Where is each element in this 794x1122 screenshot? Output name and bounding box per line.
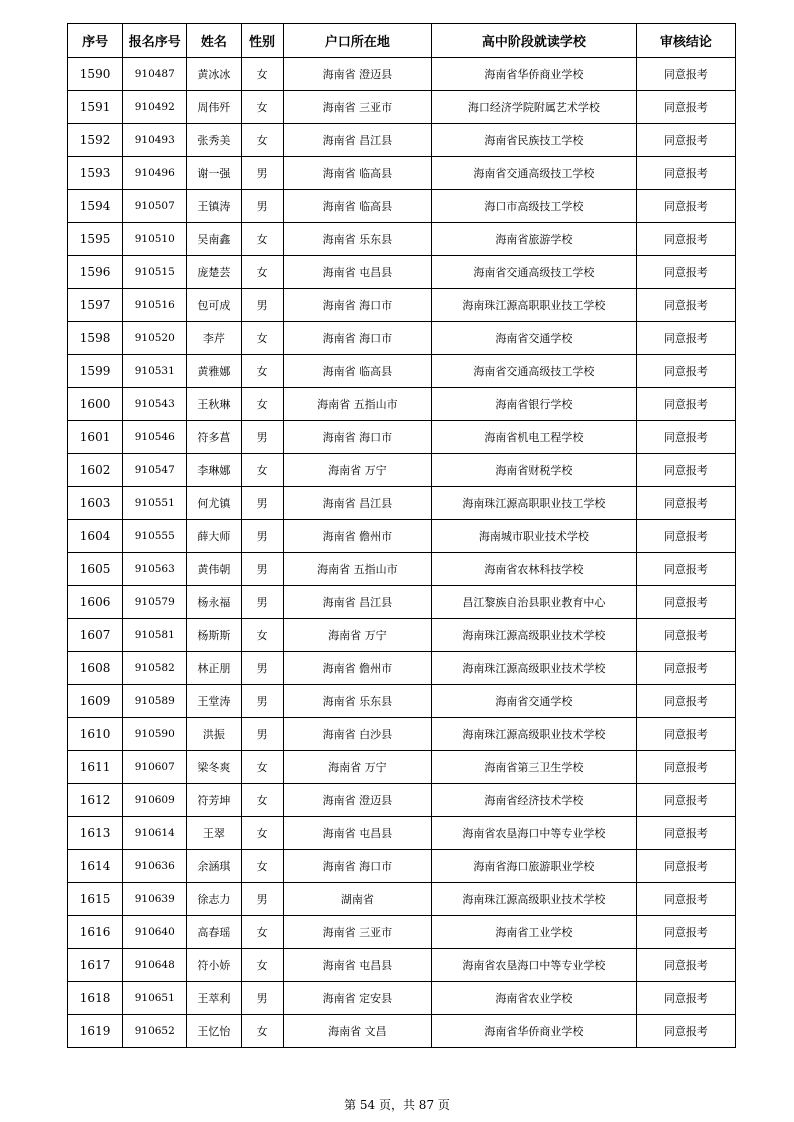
cell-seq: 1596: [68, 256, 123, 289]
cell-name: 王镇涛: [187, 190, 241, 223]
cell-school: 海南省农垦海口中等专业学校: [432, 817, 637, 850]
cell-name: 王翠: [187, 817, 241, 850]
cell-hukou: 海南省 儋州市: [283, 652, 431, 685]
cell-gender: 女: [241, 355, 283, 388]
cell-reg-no: 910651: [123, 982, 187, 1015]
cell-reg-no: 910636: [123, 850, 187, 883]
cell-school: 海南珠江源高级职业技术学校: [432, 718, 637, 751]
cell-hukou: 海南省 万宁: [283, 454, 431, 487]
cell-school: 海南珠江源高级职业技术学校: [432, 883, 637, 916]
cell-school: 昌江黎族自治县职业教育中心: [432, 586, 637, 619]
cell-seq: 1619: [68, 1015, 123, 1048]
cell-hukou: 海南省 万宁: [283, 751, 431, 784]
cell-gender: 女: [241, 619, 283, 652]
cell-gender: 男: [241, 586, 283, 619]
table-row: [68, 850, 736, 883]
cell-hukou: 海南省 乐东县: [283, 223, 431, 256]
header-gender: 性别: [241, 24, 283, 58]
cell-seq: 1618: [68, 982, 123, 1015]
cell-name: 李琳娜: [187, 454, 241, 487]
cell-school: 海南省农垦海口中等专业学校: [432, 949, 637, 982]
cell-gender: 男: [241, 421, 283, 454]
cell-school: 海南省机电工程学校: [432, 421, 637, 454]
table-row: [68, 619, 736, 652]
table-row: [68, 190, 736, 223]
cell-gender: 女: [241, 58, 283, 91]
table-row: [68, 685, 736, 718]
cell-school: 海南省农业学校: [432, 982, 637, 1015]
cell-gender: 女: [241, 223, 283, 256]
cell-hukou: 海南省 五指山市: [283, 388, 431, 421]
table-row: [68, 883, 736, 916]
header-seq: 序号: [68, 24, 123, 58]
cell-hukou: 海南省 海口市: [283, 322, 431, 355]
cell-school: 海口经济学院附属艺术学校: [432, 91, 637, 124]
table-row: [68, 949, 736, 982]
cell-reg-no: 910648: [123, 949, 187, 982]
header-name: 姓名: [187, 24, 241, 58]
cell-reg-no: 910582: [123, 652, 187, 685]
cell-hukou: 海南省 三亚市: [283, 91, 431, 124]
cell-reg-no: 910639: [123, 883, 187, 916]
cell-name: 杨斯斯: [187, 619, 241, 652]
table-row: [68, 91, 736, 124]
cell-result: 同意报考: [636, 982, 735, 1015]
cell-result: 同意报考: [636, 487, 735, 520]
cell-seq: 1608: [68, 652, 123, 685]
cell-hukou: 海南省 澄迈县: [283, 784, 431, 817]
cell-reg-no: 910581: [123, 619, 187, 652]
table-row: [68, 784, 736, 817]
cell-reg-no: 910516: [123, 289, 187, 322]
table-row: [68, 916, 736, 949]
cell-name: 杨永福: [187, 586, 241, 619]
table-row: [68, 454, 736, 487]
cell-name: 符多菖: [187, 421, 241, 454]
cell-school: 海南省海口旅游职业学校: [432, 850, 637, 883]
cell-result: 同意报考: [636, 850, 735, 883]
registration-table: [67, 23, 736, 1048]
cell-school: 海南珠江源高级职业技术学校: [432, 652, 637, 685]
cell-seq: 1595: [68, 223, 123, 256]
cell-school: 海南省工业学校: [432, 916, 637, 949]
table-row: [68, 652, 736, 685]
cell-seq: 1594: [68, 190, 123, 223]
table-row: [68, 586, 736, 619]
table-row: [68, 58, 736, 91]
cell-reg-no: 910609: [123, 784, 187, 817]
cell-name: 符芳坤: [187, 784, 241, 817]
cell-result: 同意报考: [636, 685, 735, 718]
table-row: [68, 124, 736, 157]
cell-gender: 男: [241, 289, 283, 322]
cell-reg-no: 910589: [123, 685, 187, 718]
cell-name: 张秀美: [187, 124, 241, 157]
cell-reg-no: 910546: [123, 421, 187, 454]
table-row: [68, 355, 736, 388]
cell-result: 同意报考: [636, 91, 735, 124]
cell-result: 同意报考: [636, 289, 735, 322]
cell-seq: 1609: [68, 685, 123, 718]
cell-result: 同意报考: [636, 949, 735, 982]
cell-school: 海南省交通高级技工学校: [432, 355, 637, 388]
cell-hukou: 海南省 海口市: [283, 850, 431, 883]
table-body: [68, 58, 736, 1048]
cell-school: 海南省交通高级技工学校: [432, 157, 637, 190]
table-row: [68, 289, 736, 322]
cell-hukou: 海南省 海口市: [283, 289, 431, 322]
cell-school: 海南省交通学校: [432, 322, 637, 355]
cell-name: 谢一强: [187, 157, 241, 190]
cell-name: 洪振: [187, 718, 241, 751]
cell-reg-no: 910487: [123, 58, 187, 91]
table-row: [68, 817, 736, 850]
cell-hukou: 海南省 临高县: [283, 190, 431, 223]
cell-hukou: 海南省 三亚市: [283, 916, 431, 949]
header-school: 高中阶段就读学校: [432, 24, 637, 58]
table-row: [68, 1015, 736, 1048]
cell-gender: 男: [241, 157, 283, 190]
cell-reg-no: 910551: [123, 487, 187, 520]
cell-gender: 女: [241, 817, 283, 850]
cell-name: 包可成: [187, 289, 241, 322]
cell-result: 同意报考: [636, 883, 735, 916]
cell-hukou: 海南省 屯昌县: [283, 256, 431, 289]
cell-reg-no: 910563: [123, 553, 187, 586]
cell-seq: 1611: [68, 751, 123, 784]
cell-result: 同意报考: [636, 817, 735, 850]
cell-seq: 1610: [68, 718, 123, 751]
table-row: [68, 553, 736, 586]
cell-gender: 男: [241, 487, 283, 520]
cell-reg-no: 910492: [123, 91, 187, 124]
cell-hukou: 海南省 白沙县: [283, 718, 431, 751]
cell-seq: 1590: [68, 58, 123, 91]
cell-gender: 女: [241, 454, 283, 487]
cell-hukou: 海南省 乐东县: [283, 685, 431, 718]
cell-name: 王萃利: [187, 982, 241, 1015]
cell-hukou: 海南省 定安县: [283, 982, 431, 1015]
cell-reg-no: 910515: [123, 256, 187, 289]
cell-gender: 男: [241, 982, 283, 1015]
header-reg-no: 报名序号: [123, 24, 187, 58]
cell-result: 同意报考: [636, 190, 735, 223]
cell-hukou: 海南省 海口市: [283, 421, 431, 454]
cell-gender: 女: [241, 850, 283, 883]
cell-gender: 女: [241, 784, 283, 817]
cell-seq: 1603: [68, 487, 123, 520]
cell-name: 林正朋: [187, 652, 241, 685]
cell-result: 同意报考: [636, 751, 735, 784]
cell-name: 李芹: [187, 322, 241, 355]
cell-gender: 女: [241, 256, 283, 289]
cell-result: 同意报考: [636, 652, 735, 685]
cell-reg-no: 910543: [123, 388, 187, 421]
cell-result: 同意报考: [636, 223, 735, 256]
cell-seq: 1601: [68, 421, 123, 454]
cell-seq: 1612: [68, 784, 123, 817]
cell-gender: 男: [241, 685, 283, 718]
cell-gender: 男: [241, 883, 283, 916]
cell-gender: 男: [241, 190, 283, 223]
cell-gender: 男: [241, 718, 283, 751]
header-hukou: 户口所在地: [283, 24, 431, 58]
cell-result: 同意报考: [636, 586, 735, 619]
cell-seq: 1592: [68, 124, 123, 157]
cell-result: 同意报考: [636, 718, 735, 751]
cell-result: 同意报考: [636, 355, 735, 388]
table-row: [68, 751, 736, 784]
cell-result: 同意报考: [636, 520, 735, 553]
cell-seq: 1597: [68, 289, 123, 322]
cell-name: 王忆怡: [187, 1015, 241, 1048]
cell-seq: 1605: [68, 553, 123, 586]
cell-result: 同意报考: [636, 322, 735, 355]
cell-gender: 女: [241, 751, 283, 784]
cell-result: 同意报考: [636, 388, 735, 421]
cell-result: 同意报考: [636, 1015, 735, 1048]
cell-seq: 1598: [68, 322, 123, 355]
cell-name: 黄雅娜: [187, 355, 241, 388]
cell-gender: 男: [241, 553, 283, 586]
cell-reg-no: 910614: [123, 817, 187, 850]
cell-seq: 1616: [68, 916, 123, 949]
cell-result: 同意报考: [636, 454, 735, 487]
cell-result: 同意报考: [636, 58, 735, 91]
table-row: [68, 520, 736, 553]
cell-gender: 女: [241, 916, 283, 949]
cell-school: 海南城市职业技术学校: [432, 520, 637, 553]
cell-hukou: 海南省 昌江县: [283, 487, 431, 520]
cell-gender: 女: [241, 949, 283, 982]
cell-reg-no: 910652: [123, 1015, 187, 1048]
cell-seq: 1600: [68, 388, 123, 421]
cell-seq: 1593: [68, 157, 123, 190]
cell-result: 同意报考: [636, 553, 735, 586]
cell-reg-no: 910520: [123, 322, 187, 355]
cell-seq: 1602: [68, 454, 123, 487]
cell-seq: 1613: [68, 817, 123, 850]
cell-reg-no: 910493: [123, 124, 187, 157]
cell-reg-no: 910531: [123, 355, 187, 388]
cell-school: 海南珠江源高级职业技术学校: [432, 619, 637, 652]
cell-result: 同意报考: [636, 916, 735, 949]
cell-hukou: 海南省 昌江县: [283, 586, 431, 619]
cell-hukou: 海南省 万宁: [283, 619, 431, 652]
cell-name: 黄伟朝: [187, 553, 241, 586]
cell-gender: 女: [241, 1015, 283, 1048]
cell-result: 同意报考: [636, 421, 735, 454]
cell-school: 海南珠江源高职职业技工学校: [432, 487, 637, 520]
cell-name: 梁冬爽: [187, 751, 241, 784]
cell-hukou: 海南省 昌江县: [283, 124, 431, 157]
cell-seq: 1599: [68, 355, 123, 388]
cell-seq: 1614: [68, 850, 123, 883]
table-row: [68, 322, 736, 355]
table-row: [68, 388, 736, 421]
cell-reg-no: 910590: [123, 718, 187, 751]
cell-result: 同意报考: [636, 256, 735, 289]
table-row: [68, 487, 736, 520]
cell-name: 高春瑶: [187, 916, 241, 949]
cell-reg-no: 910510: [123, 223, 187, 256]
cell-school: 海南省银行学校: [432, 388, 637, 421]
cell-school: 海南省交通学校: [432, 685, 637, 718]
cell-result: 同意报考: [636, 157, 735, 190]
cell-gender: 男: [241, 520, 283, 553]
cell-seq: 1617: [68, 949, 123, 982]
table-row: [68, 982, 736, 1015]
cell-hukou: 海南省 儋州市: [283, 520, 431, 553]
cell-school: 海南省财税学校: [432, 454, 637, 487]
cell-hukou: 海南省 临高县: [283, 157, 431, 190]
cell-school: 海南省华侨商业学校: [432, 1015, 637, 1048]
cell-school: 海南省民族技工学校: [432, 124, 637, 157]
cell-result: 同意报考: [636, 784, 735, 817]
cell-hukou: 海南省 文昌: [283, 1015, 431, 1048]
cell-gender: 女: [241, 124, 283, 157]
table-row: [68, 223, 736, 256]
cell-gender: 男: [241, 652, 283, 685]
cell-gender: 女: [241, 91, 283, 124]
cell-seq: 1591: [68, 91, 123, 124]
cell-school: 海南省华侨商业学校: [432, 58, 637, 91]
cell-gender: 女: [241, 322, 283, 355]
cell-name: 周伟歼: [187, 91, 241, 124]
cell-result: 同意报考: [636, 619, 735, 652]
cell-reg-no: 910579: [123, 586, 187, 619]
cell-name: 吴南鑫: [187, 223, 241, 256]
cell-seq: 1615: [68, 883, 123, 916]
cell-school: 海南省交通高级技工学校: [432, 256, 637, 289]
cell-seq: 1607: [68, 619, 123, 652]
cell-gender: 女: [241, 388, 283, 421]
cell-reg-no: 910555: [123, 520, 187, 553]
cell-reg-no: 910640: [123, 916, 187, 949]
table-row: [68, 256, 736, 289]
cell-school: 海南省农林科技学校: [432, 553, 637, 586]
cell-name: 王秋琳: [187, 388, 241, 421]
table-row: [68, 421, 736, 454]
cell-name: 王堂涛: [187, 685, 241, 718]
cell-school: 海南省旅游学校: [432, 223, 637, 256]
cell-result: 同意报考: [636, 124, 735, 157]
page-number: 第 54 页，共 87 页: [344, 1098, 450, 1112]
cell-seq: 1604: [68, 520, 123, 553]
cell-hukou: 海南省 澄迈县: [283, 58, 431, 91]
cell-school: 海南珠江源高职职业技工学校: [432, 289, 637, 322]
cell-school: 海南省第三卫生学校: [432, 751, 637, 784]
cell-name: 何尤镇: [187, 487, 241, 520]
cell-reg-no: 910547: [123, 454, 187, 487]
header-result: 审核结论: [636, 24, 735, 58]
cell-hukou: 海南省 临高县: [283, 355, 431, 388]
table-header-row: [68, 24, 736, 58]
cell-school: 海南省经济技术学校: [432, 784, 637, 817]
cell-name: 薛大师: [187, 520, 241, 553]
cell-name: 黄冰冰: [187, 58, 241, 91]
cell-name: 符小娇: [187, 949, 241, 982]
cell-seq: 1606: [68, 586, 123, 619]
cell-name: 余涵琪: [187, 850, 241, 883]
cell-reg-no: 910496: [123, 157, 187, 190]
table-row: [68, 157, 736, 190]
cell-hukou: 海南省 五指山市: [283, 553, 431, 586]
cell-hukou: 湖南省: [283, 883, 431, 916]
table-row: [68, 718, 736, 751]
cell-reg-no: 910507: [123, 190, 187, 223]
cell-hukou: 海南省 屯昌县: [283, 817, 431, 850]
cell-reg-no: 910607: [123, 751, 187, 784]
cell-hukou: 海南省 屯昌县: [283, 949, 431, 982]
cell-name: 庞楚芸: [187, 256, 241, 289]
cell-name: 徐志力: [187, 883, 241, 916]
cell-school: 海口市高级技工学校: [432, 190, 637, 223]
